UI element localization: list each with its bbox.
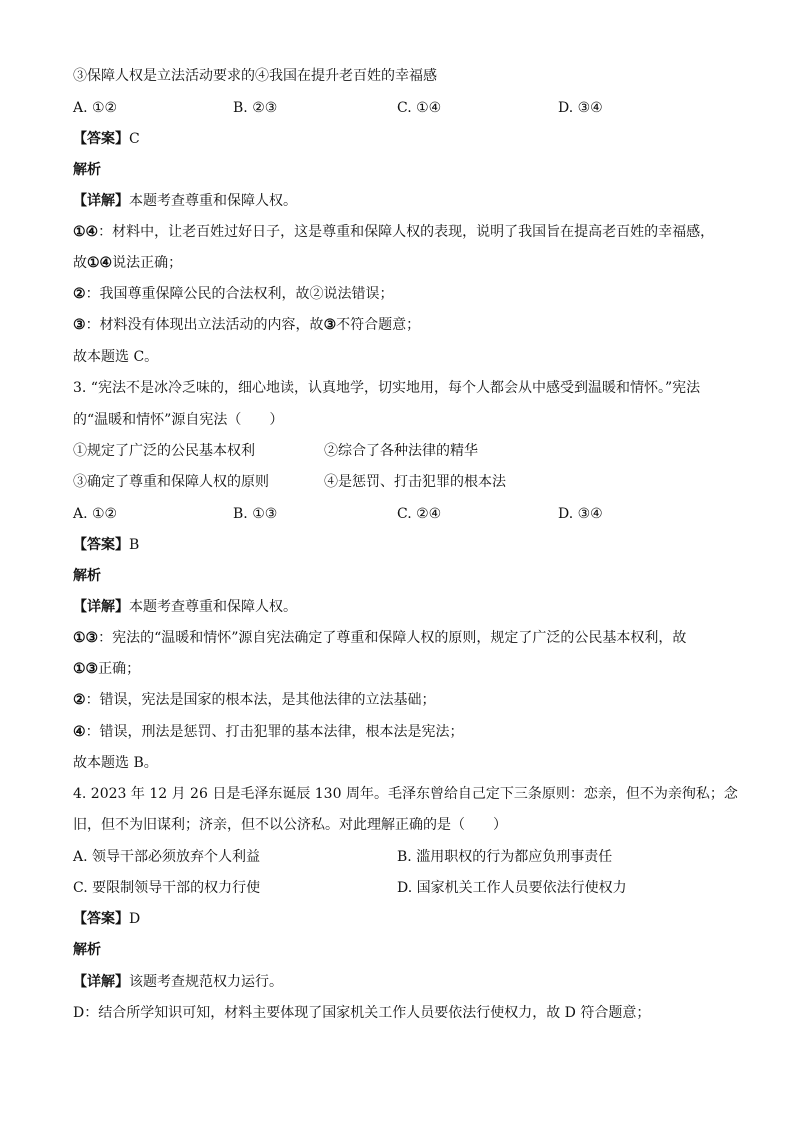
q2-detail	[73, 191, 297, 211]
explanation-label: ③	[73, 317, 86, 333]
q3-explanation-3	[73, 722, 464, 742]
detail-label: 【详解】	[73, 599, 129, 615]
q4-analysis-heading: 解析	[73, 942, 101, 958]
explanation-text: ：错误，宪法是国家的根本法，是其他法律的立法基础；	[85, 692, 436, 708]
q4-option-d: D. 国家机关工作人员要依法行使权力	[397, 880, 627, 896]
explanation-text: ：我国尊重保障公民的合法权利，故②说法错误；	[85, 286, 394, 302]
q4-stem-line-2: 旧，但不为旧谋利；济亲，但不以公济私。对此理解正确的是（ ）	[73, 817, 507, 833]
q4-option-c: C. 要限制领导干部的权力行使	[73, 880, 261, 896]
detail-text: 本题考查尊重和保障人权。	[129, 193, 297, 209]
answer-label: 【答案】	[73, 911, 129, 927]
q3-option-a: A. ①②	[73, 506, 118, 522]
explanation-label: ①④	[73, 224, 99, 240]
explanation-text: ：宪法的“温暖和情怀”源自宪法确定了尊重和保障人权的原则，规定了广泛的公民基本权利，故	[98, 630, 687, 646]
q4-option-a: A. 领导干部必须放弃个人利益	[73, 849, 261, 865]
q3-analysis-heading: 解析	[73, 568, 101, 584]
explanation-text: 不符合题意；	[336, 317, 421, 333]
explanation-text: 正确；	[98, 661, 141, 677]
explanation-label: ④	[73, 724, 86, 740]
q2-explanation-3	[73, 315, 420, 335]
q2-option-a: A. ①②	[73, 100, 118, 116]
q3-statement-1: ①规定了广泛的公民基本权利	[73, 443, 255, 459]
q4-answer	[73, 909, 140, 929]
q2-explanation-1-cont	[73, 253, 182, 273]
q4-stem-line-1: 4. 2023 年 12 月 26 日是毛泽东诞辰 130 周年。毛泽东曾给自己定下三条原则：恋亲，但不为亲徇私；念	[73, 786, 738, 802]
q3-stem-line-2: 的“温暖和情怀”源自宪法（ ）	[73, 412, 284, 428]
q3-explanation-1	[73, 628, 686, 648]
q4-detail	[73, 972, 283, 992]
explanation-text: 说法正确；	[112, 255, 183, 271]
q2-option-b: B. ②③	[233, 100, 278, 116]
explanation-text: ：错误，刑法是惩罚、打击犯罪的基本法律，根本法是宪法；	[85, 724, 464, 740]
q2-analysis-heading: 解析	[73, 162, 101, 178]
explanation-text: ：材料没有体现出立法活动的内容，故	[85, 317, 324, 333]
q3-detail	[73, 597, 297, 617]
q4-option-b: B. 滥用职权的行为都应负刑事责任	[397, 849, 613, 865]
answer-value: B	[129, 537, 140, 553]
q2-statement-line: ③保障人权是立法活动要求的④我国在提升老百姓的幸福感	[73, 68, 437, 84]
answer-value: D	[129, 911, 141, 927]
q2-option-c: C. ①④	[397, 100, 442, 116]
q3-conclusion: 故本题选 B。	[73, 755, 158, 771]
q2-conclusion: 故本题选 C。	[73, 349, 159, 365]
detail-text: 该题考查规范权力运行。	[129, 974, 283, 990]
q3-statement-4: ④是惩罚、打击犯罪的根本法	[324, 474, 506, 490]
q3-explanation-1-cont	[73, 659, 140, 679]
explanation-label: ③	[323, 317, 337, 333]
explanation-label: ①③	[73, 630, 99, 646]
q3-explanation-2	[73, 690, 436, 710]
answer-label: 【答案】	[73, 537, 129, 553]
explanation-text: 故	[73, 255, 87, 271]
q2-option-d: D. ③④	[558, 100, 603, 116]
explanation-label: ①③	[73, 661, 99, 677]
explanation-text: ：材料中，让老百姓过好日子，这是尊重和保障人权的表现，说明了我国旨在提高老百姓的幸福感，	[98, 224, 715, 240]
q3-statement-2: ②综合了各种法律的精华	[324, 443, 478, 459]
q3-option-d: D. ③④	[558, 506, 603, 522]
q3-statement-3: ③确定了尊重和保障人权的原则	[73, 474, 269, 490]
detail-label: 【详解】	[73, 193, 129, 209]
q3-stem-line-1: 3. “宪法不是冰冷乏味的，细心地读，认真地学，切实地用，每个人都会从中感受到温暖和情怀。”宪法	[73, 380, 701, 396]
answer-value: C	[129, 131, 140, 147]
answer-label: 【答案】	[73, 131, 129, 147]
q3-answer	[73, 535, 139, 555]
q2-answer	[73, 129, 140, 149]
explanation-label: ②	[73, 692, 86, 708]
detail-text: 本题考查尊重和保障人权。	[129, 599, 297, 615]
q3-option-c: C. ②④	[397, 506, 442, 522]
explanation-label: ①④	[87, 255, 113, 271]
q3-option-b: B. ①③	[233, 506, 278, 522]
q2-explanation-2	[73, 284, 394, 304]
q4-explanation-1: D：结合所学知识可知，材料主要体现了国家机关工作人员要依法行使权力，故 D 符合题意；	[73, 1005, 651, 1021]
detail-label: 【详解】	[73, 974, 129, 990]
q2-explanation-1	[73, 222, 714, 242]
explanation-label: ②	[73, 286, 86, 302]
